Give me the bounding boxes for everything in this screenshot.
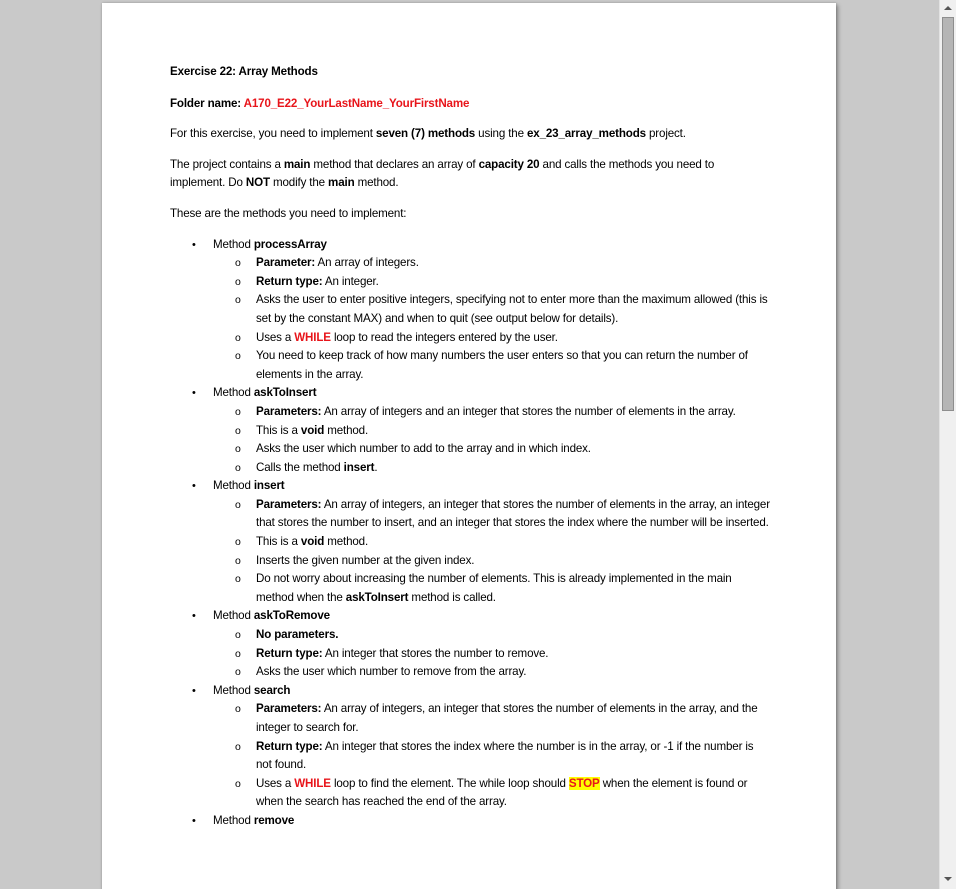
text: and calls the methods you need to implement. Do: [170, 157, 715, 190]
sub-bullet-icon: o: [235, 350, 241, 363]
detail-item: [213, 254, 770, 273]
method-prefix: Method: [213, 386, 254, 400]
detail-text: loop to read the integers entered by the user.: [330, 330, 558, 344]
arrow-down-icon[interactable]: [944, 877, 952, 881]
detail-text: method is called.: [408, 590, 496, 604]
keyword-highlight: WHILE: [294, 776, 331, 790]
detail-label: Parameters:: [256, 497, 322, 511]
detail-text: Asks the user which number to remove from the array.: [256, 665, 527, 679]
methods-heading: These are the methods you need to implement:: [170, 206, 407, 220]
sub-bullet-icon: o: [235, 536, 241, 549]
sub-bullet-icon: o: [235, 424, 241, 437]
detail-text: You need to keep track of how many numbers the user enters so that you can return the number of elements in the array.: [256, 349, 748, 381]
method-name: askToInsert: [253, 386, 317, 400]
detail-text: An array of integers, an integer that stores the number of elements in the array, an integer that stores the number to insert, and an integer that stores the index where the number will be inserted.: [256, 497, 770, 530]
detail-item: [213, 291, 770, 328]
method-item: [170, 384, 770, 477]
detail-label: Parameters:: [256, 404, 322, 418]
scrollbar-thumb[interactable]: [942, 17, 954, 411]
bold-text: main: [328, 176, 355, 190]
sub-bullet-icon: o: [235, 275, 241, 288]
detail-text: Asks the user to enter positive integers, specifying not to enter more than the maximum allowed (this is set by the constant MAX) and when to quit (see output below for details).: [256, 293, 768, 325]
sub-bullet-icon: o: [235, 554, 241, 567]
detail-item: [213, 570, 770, 607]
detail-bold: insert: [343, 460, 375, 474]
bold-text: seven (7) methods: [375, 127, 476, 141]
detail-text: An array of integers.: [315, 256, 419, 270]
method-name: search: [253, 683, 291, 697]
detail-item: [213, 533, 770, 552]
detail-label: Parameter:: [256, 256, 316, 270]
sub-bullet-icon: o: [235, 294, 241, 307]
detail-item: [213, 645, 770, 664]
vertical-scrollbar[interactable]: [939, 0, 956, 889]
arrow-up-icon[interactable]: [944, 6, 952, 10]
bullet-icon: •: [192, 684, 196, 697]
intro-paragraph: [170, 125, 770, 144]
detail-text: An array of integers and an integer that stores the number of elements in the array.: [321, 404, 736, 418]
folder-value: A170_E22_YourLastName_YourFirstName: [243, 96, 470, 110]
sub-bullet-icon: o: [235, 629, 241, 642]
detail-item: [213, 496, 770, 533]
detail-label: Return type:: [256, 646, 323, 660]
detail-label: Parameters:: [256, 702, 322, 716]
detail-bold: void: [300, 423, 325, 437]
text: modify the: [269, 176, 329, 190]
detail-item: [213, 403, 770, 422]
bullet-icon: •: [192, 238, 196, 251]
sub-bullet-icon: o: [235, 461, 241, 474]
method-item: [170, 477, 770, 607]
detail-text: An integer.: [322, 274, 379, 288]
text: method.: [354, 176, 399, 190]
exercise-title: Exercise 22: Array Methods: [170, 65, 318, 78]
detail-text: Do not worry about increasing the number of elements. This is already implemented in the main method when the: [256, 572, 732, 604]
detail-item: [213, 422, 770, 441]
method-item: [170, 236, 770, 385]
detail-item: [213, 738, 770, 775]
detail-bold: askToInsert: [345, 590, 409, 604]
method-details: [213, 626, 770, 682]
sub-bullet-icon: o: [235, 666, 241, 679]
sub-bullet-icon: o: [235, 703, 241, 716]
bullet-icon: •: [192, 480, 196, 493]
document-page: [102, 3, 836, 889]
bullet-icon: •: [192, 387, 196, 400]
text: using the: [475, 127, 527, 141]
detail-text: .: [374, 460, 378, 474]
detail-label: Return type:: [256, 274, 323, 288]
detail-text: Calls the method: [256, 460, 344, 474]
detail-item: [213, 775, 770, 812]
project-paragraph: [170, 156, 770, 193]
detail-text: This is a: [256, 423, 301, 437]
keyword-highlight: WHILE: [294, 330, 331, 344]
method-details: [213, 700, 770, 812]
detail-label: No parameters.: [256, 628, 339, 642]
detail-text: loop to find the element. The while loop should: [330, 776, 569, 790]
method-name: insert: [253, 479, 285, 493]
detail-text: An array of integers, an integer that stores the number of elements in the array, and the integer to search for.: [256, 702, 758, 734]
method-item: [170, 812, 770, 831]
methods-list: [170, 236, 770, 831]
method-prefix: Method: [213, 479, 254, 493]
detail-item: [213, 459, 770, 478]
method-details: [213, 403, 770, 477]
detail-text: This is a: [256, 535, 301, 549]
method-item: [170, 607, 770, 681]
method-name: askToRemove: [253, 609, 330, 623]
bold-text: capacity 20: [478, 157, 540, 171]
sub-bullet-icon: o: [235, 257, 241, 270]
text: project.: [645, 127, 686, 141]
bold-text: main: [283, 157, 311, 171]
detail-text: Uses a: [256, 330, 295, 344]
detail-text: An integer that stores the number to remove.: [322, 646, 549, 660]
folder-name-line: [170, 95, 770, 114]
detail-item: [213, 700, 770, 737]
detail-text: Inserts the given number at the given index.: [256, 553, 475, 567]
detail-item: [213, 626, 770, 645]
detail-item: [213, 273, 770, 292]
method-name: processArray: [253, 237, 327, 251]
bullet-icon: •: [192, 610, 196, 623]
bold-text: NOT: [245, 176, 270, 190]
document-content: [170, 63, 770, 831]
detail-text: method.: [324, 423, 369, 437]
sub-bullet-icon: o: [235, 573, 241, 586]
detail-text: Asks the user which number to add to the array and in which index.: [256, 442, 591, 456]
detail-item: [213, 552, 770, 571]
method-name: remove: [253, 813, 295, 827]
text: method that declares an array of: [310, 157, 479, 171]
detail-item: [213, 347, 770, 384]
detail-text: Uses a: [256, 776, 295, 790]
method-details: [213, 496, 770, 608]
text: For this exercise, you need to implement: [170, 127, 376, 141]
sub-bullet-icon: o: [235, 647, 241, 660]
sub-bullet-icon: o: [235, 740, 241, 753]
detail-label: Return type:: [256, 739, 323, 753]
detail-bold: void: [300, 535, 325, 549]
project-name: ex_23_array_methods: [526, 127, 646, 141]
detail-item: [213, 663, 770, 682]
sub-bullet-icon: o: [235, 331, 241, 344]
bullet-icon: •: [192, 814, 196, 827]
folder-label: Folder name:: [170, 96, 244, 110]
detail-text: An integer that stores the index where the number is in the array, or -1 if the number is not found.: [256, 739, 754, 772]
detail-text: when the element is found or when the search has reached the end of the array.: [256, 776, 748, 809]
method-prefix: Method: [213, 237, 254, 251]
method-prefix: Method: [213, 609, 254, 623]
text: The project contains a: [170, 157, 284, 171]
sub-bullet-icon: o: [235, 405, 241, 418]
method-item: [170, 682, 770, 812]
detail-text: method.: [324, 535, 369, 549]
method-details: [213, 254, 770, 384]
sub-bullet-icon: o: [235, 443, 241, 456]
sub-bullet-icon: o: [235, 498, 241, 511]
sub-bullet-icon: o: [235, 777, 241, 790]
detail-item: [213, 440, 770, 459]
detail-item: [213, 329, 770, 348]
stop-highlight: STOP: [568, 776, 600, 790]
method-prefix: Method: [213, 683, 254, 697]
method-prefix: Method: [213, 813, 254, 827]
